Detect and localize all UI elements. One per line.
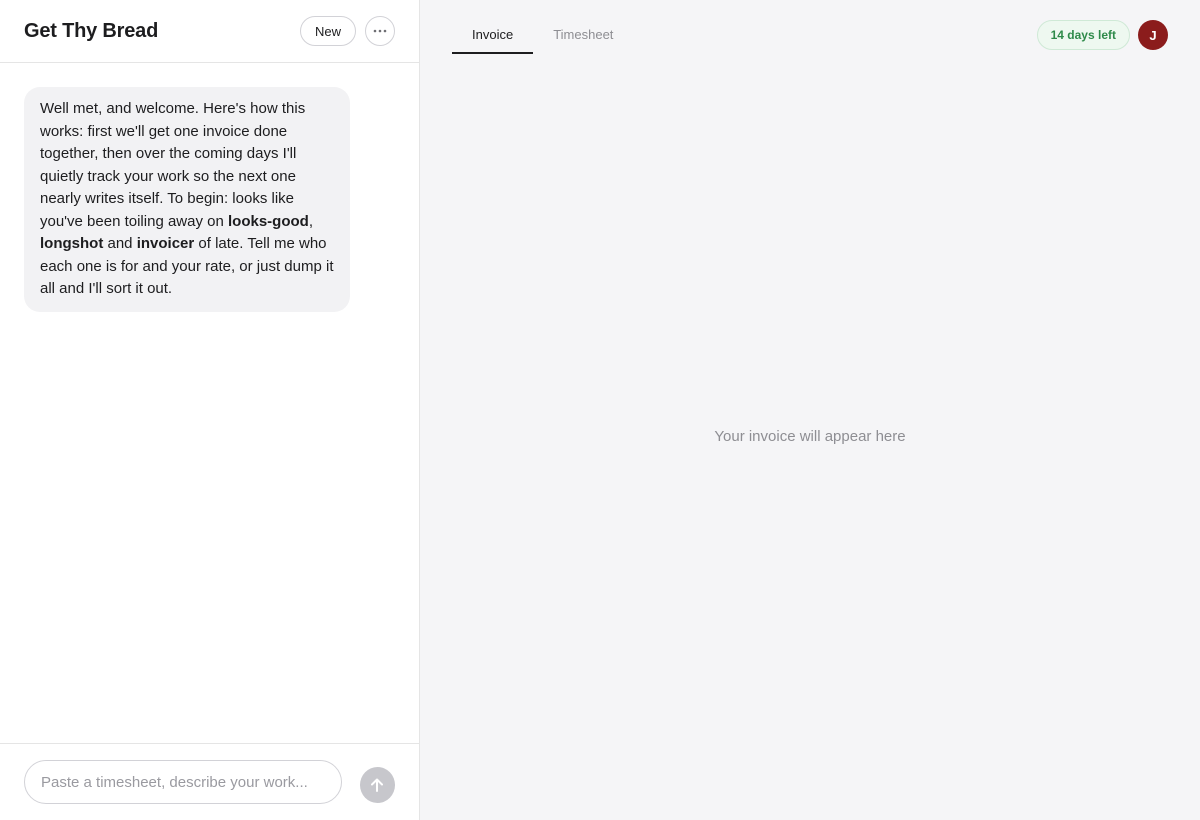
header-actions	[300, 16, 395, 46]
document-header	[420, 0, 1200, 70]
account-actions	[1037, 20, 1168, 50]
invoice-empty-state: Your invoice will appear here	[714, 428, 906, 445]
document-tabs	[452, 16, 633, 54]
project-name: invoicer	[136, 235, 195, 252]
new-chat-button[interactable]: New	[300, 16, 356, 46]
message-input[interactable]	[24, 760, 342, 804]
tab-invoice[interactable]: Invoice	[452, 16, 533, 54]
chat-header	[0, 0, 419, 63]
tab-timesheet[interactable]: Timesheet	[553, 26, 614, 42]
chat-panel	[0, 0, 420, 820]
project-name: looks-good	[228, 212, 309, 230]
more-options-button[interactable]	[365, 16, 395, 46]
chat-messages	[0, 63, 419, 743]
app-title: Get Thy Bread	[24, 19, 159, 42]
assistant-message	[24, 87, 350, 312]
trial-badge[interactable]: 14 days left	[1037, 20, 1130, 50]
composer	[0, 743, 419, 820]
document-panel	[420, 0, 1200, 820]
arrow-up-icon	[370, 777, 384, 793]
project-name: longshot	[40, 235, 104, 252]
message-text: Well met, and welcome. Here's how this works: first we'll get one invoice done together, then over the coming days I'll quietly track your work so the next one nearly writes itself. To begin: looks like you've been toiling away on	[40, 100, 306, 230]
message-text: ,	[308, 212, 313, 230]
message-text: of late. Tell me who each one is for and your rate, or just dump it all and I'll sort it out.	[40, 235, 334, 297]
user-avatar[interactable]: J	[1138, 20, 1168, 50]
message-text: and	[103, 235, 137, 252]
send-button[interactable]	[360, 767, 395, 803]
ellipsis-icon	[373, 29, 387, 33]
